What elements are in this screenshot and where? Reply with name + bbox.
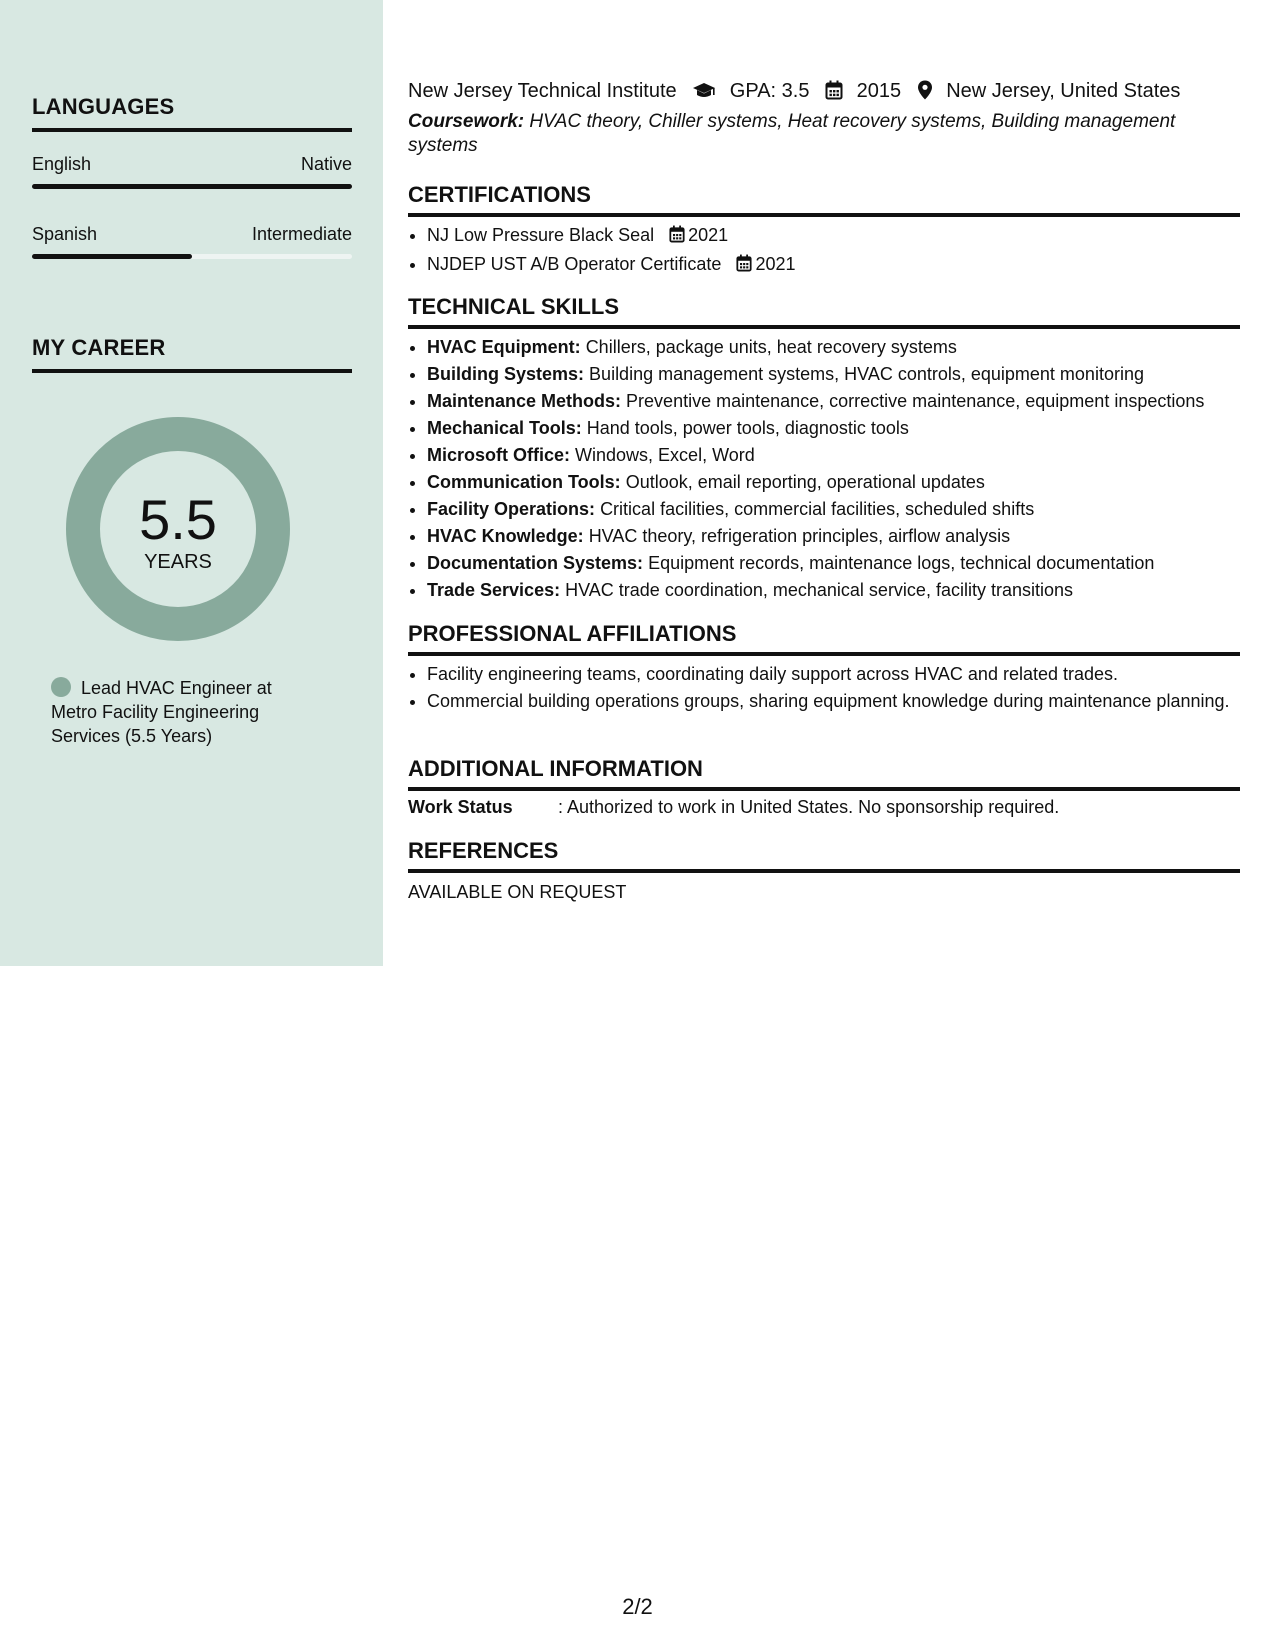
career-item (51, 676, 321, 748)
coursework-text: HVAC theory, Chiller systems, Heat recovery systems, Building management systems (408, 111, 1176, 156)
calendar-icon (736, 254, 752, 278)
location: New Jersey, United States (946, 80, 1181, 102)
skill-label: Maintenance Methods: (427, 391, 622, 411)
references-title: REFERENCES (408, 838, 1240, 873)
skill-text: HVAC theory, refrigeration principles, airflow analysis (588, 526, 1011, 546)
skill-item (427, 524, 1240, 548)
skill-item (427, 416, 1240, 440)
page-number: 2/2 (622, 1594, 653, 1619)
skill-item (427, 578, 1240, 602)
certifications-list (408, 223, 1240, 281)
coursework-label: Coursework: (408, 111, 525, 132)
career-years-value: 5.5 (139, 488, 217, 551)
skill-label: HVAC Equipment: (427, 337, 581, 357)
certification-item (427, 223, 1240, 249)
skill-item (427, 335, 1240, 359)
skill-text: Chillers, package units, heat recovery systems (585, 337, 957, 357)
additional-info-title: ADDITIONAL INFORMATION (408, 756, 1240, 791)
language-proficiency-fill (32, 254, 192, 259)
skill-item (427, 497, 1240, 521)
certification-year: 2021 (688, 225, 729, 245)
location-pin-icon (917, 80, 933, 106)
language-level: Intermediate (251, 224, 352, 244)
work-status-value: : Authorized to work in United States. No sponsorship required. (558, 797, 1060, 817)
affiliations-list (408, 662, 1240, 716)
language-name: Spanish (32, 224, 98, 244)
certification-year: 2021 (755, 254, 796, 274)
career-years-donut (66, 417, 290, 641)
skill-item (427, 470, 1240, 494)
career-dot-icon (51, 677, 71, 697)
skill-label: Mechanical Tools: (427, 418, 582, 438)
skill-label: Microsoft Office: (427, 445, 571, 465)
skill-item (427, 551, 1240, 575)
language-level: Native (300, 154, 352, 174)
certification-name: NJDEP UST A/B Operator Certificate (427, 254, 722, 274)
skill-text: Building management systems, HVAC controls, equipment monitoring (589, 364, 1144, 384)
skill-label: Facility Operations: (427, 499, 596, 519)
skill-label: Building Systems: (427, 364, 585, 384)
career-title: MY CAREER (32, 335, 352, 373)
certifications-title: CERTIFICATIONS (408, 182, 1240, 217)
skill-text: Windows, Excel, Word (575, 445, 755, 465)
calendar-icon (825, 80, 843, 106)
skill-text: Preventive maintenance, corrective maintenance, equipment inspections (626, 391, 1205, 411)
graduation-year: 2015 (856, 80, 902, 102)
language-proficiency-fill (32, 184, 352, 189)
calendar-icon (669, 225, 685, 249)
skill-label: HVAC Knowledge: (427, 526, 584, 546)
language-proficiency-bar (32, 254, 352, 259)
skill-item (427, 389, 1240, 413)
institution: New Jersey Technical Institute (408, 80, 677, 102)
career-item-text: Lead HVAC Engineer at Metro Facility Engineering Services (5.5 Years) (51, 678, 272, 746)
references-text: AVAILABLE ON REQUEST (408, 882, 627, 902)
skills-list (408, 335, 1240, 605)
certification-item (427, 252, 1240, 278)
affiliations-title: PROFESSIONAL AFFILIATIONS (408, 621, 1240, 656)
language-proficiency-bar (32, 184, 352, 189)
skills-title: TECHNICAL SKILLS (408, 294, 1240, 329)
language-name: English (32, 154, 92, 174)
career-years-label: YEARS (144, 551, 212, 573)
skill-item (427, 362, 1240, 386)
skill-text: Hand tools, power tools, diagnostic tools (586, 418, 909, 438)
education-line (408, 80, 1240, 106)
sidebar (0, 0, 383, 966)
work-status-label: Work Status (408, 797, 513, 817)
skill-label: Trade Services: (427, 580, 561, 600)
coursework (408, 110, 1240, 158)
skill-text: Outlook, email reporting, operational updates (625, 472, 985, 492)
affiliation-item: • Facility engineering teams, coordinating daily support across HVAC and related trades. (427, 662, 1240, 686)
skill-text: Critical facilities, commercial facilities, scheduled shifts (600, 499, 1035, 519)
skill-text: Equipment records, maintenance logs, technical documentation (648, 553, 1155, 573)
skill-text: HVAC trade coordination, mechanical service, facility transitions (565, 580, 1073, 600)
certification-name: NJ Low Pressure Black Seal (427, 225, 655, 245)
work-status-row (408, 797, 1059, 818)
graduation-cap-icon (692, 82, 716, 106)
skill-item (427, 443, 1240, 467)
languages-title: LANGUAGES (32, 94, 352, 132)
skill-label: Documentation Systems: (427, 553, 644, 573)
skill-label: Communication Tools: (427, 472, 621, 492)
affiliation-item: • Commercial building operations groups, sharing equipment knowledge during maintenance planning. (427, 689, 1240, 713)
gpa: GPA: 3.5 (729, 80, 810, 102)
